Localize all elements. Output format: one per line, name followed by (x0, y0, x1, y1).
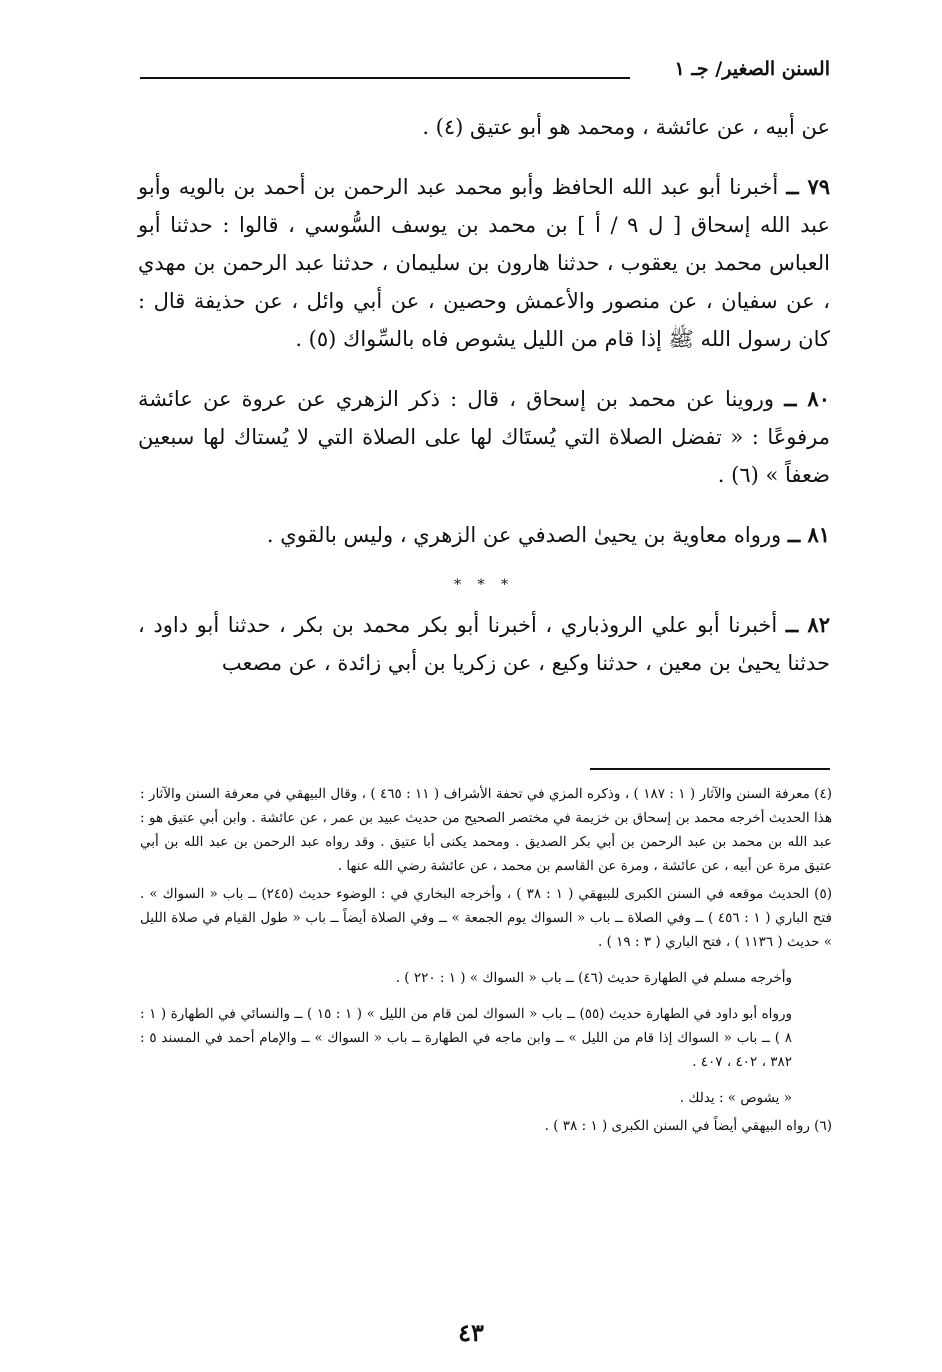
footnotes (140, 782, 832, 1142)
page-number: ٤٣ (458, 1318, 484, 1347)
footnote-4: (٤) معرفة السنن والآثار ( ١ : ١٨٧ ) ، وذكره المزي في تحفة الأشراف ( ١١ : ٤٦٥ ) ، وقال البيهقي في معرفة السنن والآثار : هذا الحديث أخرجه محمد بن إسحاق بن خزيمة في مختصر الصحيح من حديث عبيد بن عمر ، عن عائشة . وابن أبي عتيق هو : عبد الله بن محمد بن عبد الرحمن بن أبي بكر الصديق . ومحمد يكنى أبا عتيق . وقد رواه عبد الرحمن بن عبد الله بن أبي عتيق مرة عن أبيه ، عن عائشة ، ومرة عن القاسم بن محمد ، عن عائشة رضي الله عنها . (140, 786, 833, 874)
hadith-number-82: ٨٢ ــ (785, 612, 830, 637)
footnote-5-gloss: « يشوص » : يدلك . (679, 1090, 792, 1106)
header-title: السنن الصغير/ جـ ١ (674, 58, 830, 80)
footnote-5: (٥) الحديث موقعه في السنن الكبرى للبيهقي ( ١ : ٣٨ ) ، وأخرجه البخاري في : الوضوء حديث (٢٤٥) ــ باب « السواك » . فتح الباري ( ١ : ٤٥٦ ) ــ وفي الصلاة ــ باب « السواك يوم الجمعة » ــ وفي الصلاة أيضاً ــ باب « طول القيام في صلاة الليل » حديث ( ١١٣٦ ) ، فتح الباري ( ٣ : ١٩ ) . (140, 886, 832, 950)
paragraph-82 (138, 606, 830, 682)
paragraph-intro: عن أبيه ، عن عائشة ، ومحمد هو أبو عتيق (٤) . (422, 115, 830, 139)
hadith-text-80: وروينا عن محمد بن إسحاق ، قال : ذكر الزهري عن عروة عن عائشة مرفوعًا : « تفضل الصلاة التي يُستَاك لها على الصلاة التي لا يُستاك لها سبعين ضعفاً » (٦) . (138, 387, 830, 487)
paragraph-81 (138, 516, 830, 554)
footnote-5-abudawud: ورواه أبو داود في الطهارة حديث (٥٥) ــ باب « السواك لمن قام من الليل » ( ١ : ١٥ ) ــ والنسائي في الطهارة ( ١ : ٨ ) ــ باب « السواك إذا قام من الليل » ــ وابن ماجه في الطهارة ــ باب « السواك » ــ والإمام أحمد في المسند ٥ : ٣٨٢ ، ٤٠٢ ، ٤٠٧ . (140, 1006, 793, 1070)
hadith-number-80: ٨٠ ــ (784, 386, 830, 411)
paragraph-80 (138, 380, 830, 494)
footnote-6: (٦) رواه البيهقي أيضاً في السنن الكبرى ( ١ : ٣٨ ) . (544, 1118, 832, 1134)
hadith-number-79: ٧٩ ــ (786, 174, 831, 199)
footnote-5-muslim: وأخرجه مسلم في الطهارة حديث (٤٦) ــ باب « السواك » ( ١ : ٢٢٠ ) . (395, 970, 792, 986)
hadith-text-81: ورواه معاوية بن يحيىٰ الصدفي عن الزهري ، وليس بالقوي . (266, 523, 782, 547)
running-header (140, 58, 830, 92)
section-separator: * * * (454, 577, 514, 593)
hadith-number-81: ٨١ ــ (787, 522, 830, 547)
footnote-rule (590, 768, 830, 770)
paragraph-79 (138, 168, 830, 358)
header-rule (140, 77, 630, 79)
hadith-text-82: أخبرنا أبو علي الروذباري ، أخبرنا أبو بكر محمد بن بكر ، حدثنا أبو داود ، حدثنا يحيىٰ بن معين ، حدثنا وكيع ، عن زكريا بن أبي زائدة ، عن مصعب (138, 613, 830, 675)
hadith-text-79: أخبرنا أبو عبد الله الحافظ وأبو محمد عبد الرحمن بن أحمد بن بالويه وأبو عبد الله إسحاق [ ل ٩ / أ ] بن محمد بن يوسف السُّوسي ، قالوا : حدثنا أبو العباس محمد بن يعقوب ، حدثنا هارون بن سليمان ، حدثنا عبد الرحمن بن مهدي ، عن سفيان ، عن منصور والأعمش وحصين ، عن أبي وائل ، عن حذيفة قال : كان رسول الله ﷺ إذا قام من الليل يشوص فاه بالسِّواك (٥) . (138, 175, 830, 351)
main-text (138, 108, 830, 704)
